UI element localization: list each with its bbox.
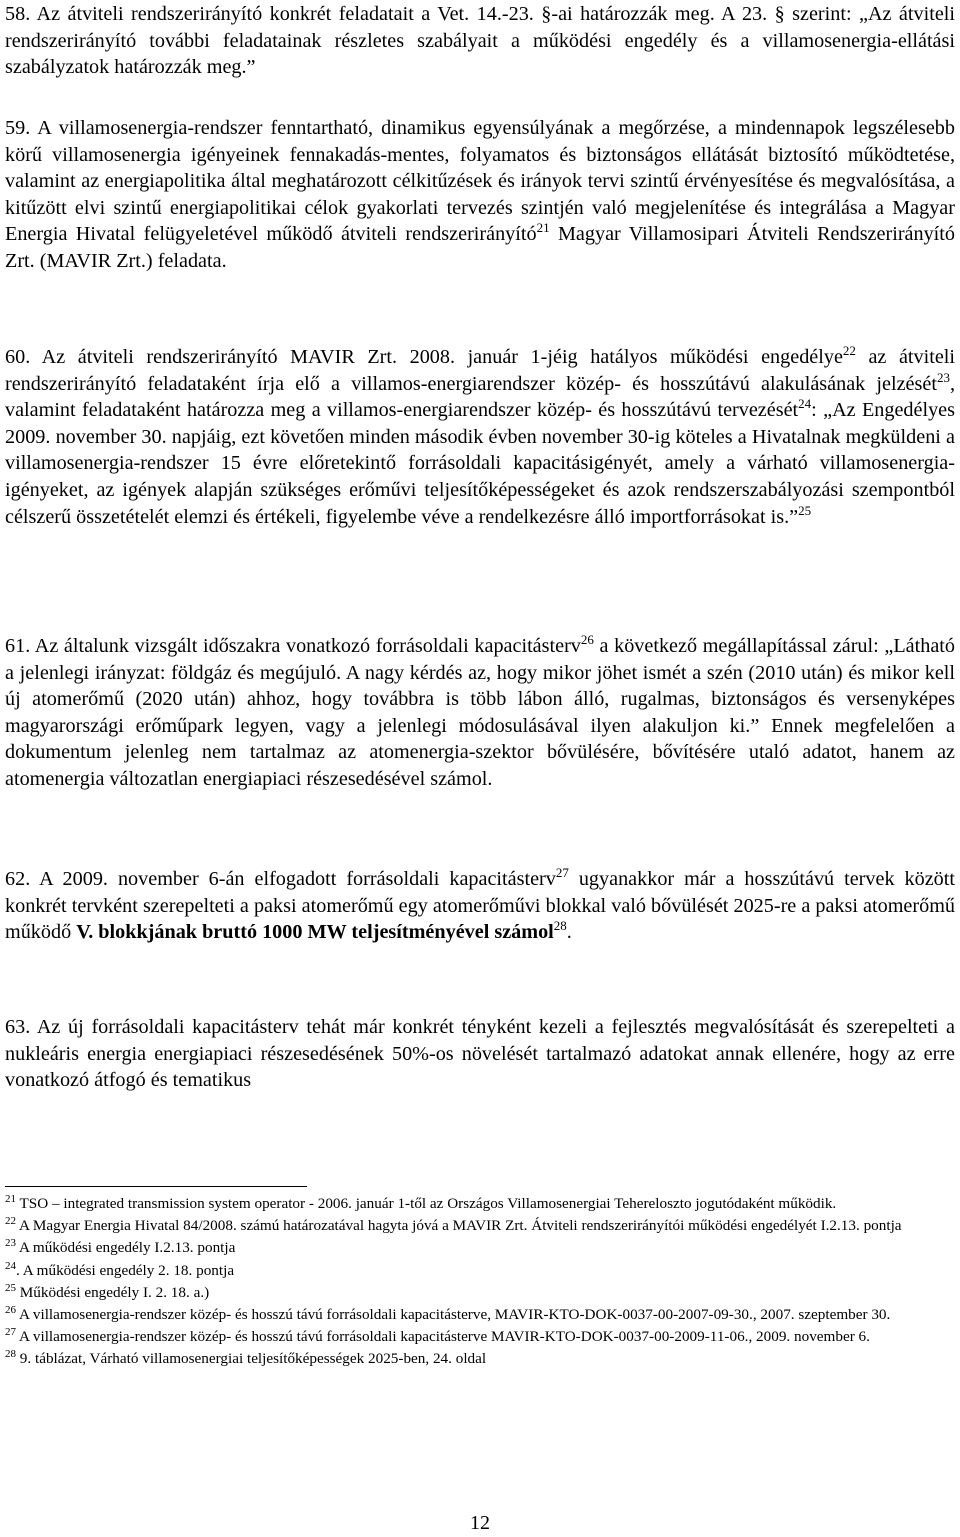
paragraph-text: 61. Az általunk vizsgált időszakra vonatkozó forrásoldali kapacitásterv	[5, 635, 581, 657]
footnote-ref-27[interactable]: 27	[555, 865, 569, 880]
footnote-25	[5, 1282, 955, 1304]
footnote-number: 27	[5, 1326, 16, 1339]
paragraph-text: 60. Az átviteli rendszerirányító MAVIR Zrt. 2008. január 1-jéig hatályos működési engedélye	[5, 346, 843, 368]
paragraph-text: Magyar Villamosipari Átviteli Rendszerirányító Zrt. (MAVIR Zrt.) feladata.	[5, 223, 955, 272]
footnote-21	[5, 1193, 955, 1215]
footnote-23	[5, 1237, 955, 1259]
paragraph-59	[5, 115, 955, 275]
paragraph-60	[5, 344, 955, 530]
footnote-number: 23	[5, 1237, 16, 1250]
footnote-ref-28[interactable]: 28	[553, 918, 567, 934]
footnote-ref-23[interactable]: 23	[936, 369, 950, 385]
footnote-text: . A működési engedély 2. 18. pontja	[16, 1261, 235, 1279]
footnote-number: 24	[5, 1259, 16, 1272]
footnote-24	[5, 1260, 955, 1282]
page-number: 12	[470, 1512, 490, 1534]
footnote-ref-25[interactable]: 25	[798, 502, 812, 518]
footnote-text: 9. táblázat, Várható villamosenergiai teljesítőképességek 2025-ben, 24. oldal	[16, 1350, 487, 1368]
footnote-26	[5, 1304, 955, 1326]
paragraph-text: 59. A villamosenergia-rendszer fenntartható, dinamikus egyensúlyának a megőrzése, a mindennapok legszélesebb körű villamosenergia igényeinek fennakadás-mentes, folyamatos és biztonságos ellátását biztosító működtetése, valamint az energiapolitika által meghatározott célkitűzések és irányok tervi szintű érvényesítése és megvalósítása, a kitűzött elvi szintű energiapolitikai célok gyakorlati tervezés szintjén való megjelenítése és integrálása a Magyar Energia Hivatal felügyeletével működő átviteli rendszerirányító	[5, 117, 955, 246]
footnote-number: 22	[5, 1215, 16, 1228]
paragraph-text: a következő megállapítással zárul: „Látható a jelenlegi irányzat: földgáz és megújuló. A nagy kérdés az, hogy mikor jöhet ismét a szén (2010 után) és mikor kell új atomerőmű (2020 után) ahhoz, hogy továbbra is több lábon álló, rugalmas, biztonságos és versenyképes magyarországi erőműpark legyen, vagy a jelenlegi módosulásával ilyen alakuljon ki.” Ennek megfelelően a dokumentum jelenleg nem tartalmaz az atomenergia-szektor bővülésére, bővítésére utaló adatot, hanem az atomenergia változatlan energiapiaci részesedésével számol.	[5, 635, 955, 790]
paragraph-text: 63. Az új forrásoldali kapacitásterv tehát már konkrét tényként kezeli a fejlesztés megvalósítását és szerepelteti a nukleáris energia energiapiaci részesedésének 50%-os növelését tartalmazó adatokat annak ellenére, hogy az erre vonatkozó átfogó és tematikus	[5, 1016, 955, 1092]
footnote-text: A Magyar Energia Hivatal 84/2008. számú határozatával hagyta jóvá a MAVIR Zrt. Átviteli rendszerirányítói működési engedélyét I.2.13. pontja	[16, 1217, 902, 1235]
paragraph-text: ugyanakkor már a hosszútávú tervek között konkrét tervként szerepelteti a paksi atomerőmű egy atomerőművi blokkal való bővülését 2025-re a paksi atomerőmű működő	[5, 868, 955, 944]
paragraph-text: .	[566, 921, 572, 944]
footnote-ref-24[interactable]: 24	[798, 396, 812, 412]
paragraph-text: 58. Az átviteli rendszerirányító konkrét feladatait a Vet. 14.-23. §-ai határozzák meg. A 23. § szerint: „Az átviteli rendszerirányító további feladatainak részletes szabályait a működési engedély és a villamosenergia-ellátási szabályzatok határozzák meg.”	[5, 3, 955, 79]
footnote-number: 25	[5, 1281, 16, 1294]
document-page	[5, 0, 955, 1537]
footnote-ref-21[interactable]: 21	[536, 220, 550, 236]
bold-emphasis: V. blokkjának bruttó 1000 MW teljesítményével számol	[76, 921, 554, 944]
footnote-28	[5, 1348, 955, 1370]
footnotes	[5, 1193, 955, 1371]
paragraph-text: az átviteli rendszerirányító feladataként írja elő a villamos-energiarendszer közép- és hosszútávú alakulásának jelzését	[5, 346, 956, 395]
footnote-number: 28	[5, 1348, 16, 1361]
footnote-27	[5, 1326, 955, 1348]
footnote-separator	[5, 1186, 307, 1187]
paragraph-text: 62. A 2009. november 6-án elfogadott forrásoldali kapacitásterv	[5, 868, 556, 890]
footnote-text: A villamosenergia-rendszer közép- és hosszú távú forrásoldali kapacitásterve, MAVIR-KTO-DOK-0037-00-2007-09-30., 2007. szeptember 30.	[16, 1306, 891, 1324]
footnote-number: 26	[5, 1304, 16, 1317]
paragraph-text: , valamint feladataként határozza meg a villamos-energiarendszer közép- és hosszútávú tervezését	[5, 372, 955, 422]
footnote-text: Működési engedély I. 2. 18. a.)	[16, 1283, 210, 1301]
footnote-number: 21	[5, 1193, 16, 1205]
paragraph-text: : „Az Engedélyes 2009. november 30. napjáig, ezt követően minden második évben november 30-ig köteles a Hivatalnak megküldeni a villamosenergia-rendszer 15 évre előretekintő forrásoldali kapacitásigényét, amely a várható villamosenergia-igényeket, az igények alapján szükséges erőművi teljesítőképességeket és azok rendszerszabályozási szempontból célszerű összetételét elemzi és értékeli, figyelembe véve a rendelkezésre álló importforrásokat is.”	[5, 399, 955, 528]
footnote-text: TSO – integrated transmission system operator - 2006. január 1-től az Országos Villamosenergiai Tehereloszto jogutódaként működik.	[16, 1195, 837, 1212]
footnote-text: A villamosenergia-rendszer közép- és hosszú távú forrásoldali kapacitásterve MAVIR-KTO-DOK-0037-00-2009-11-06., 2009. november 6.	[16, 1328, 870, 1346]
footnote-ref-22[interactable]: 22	[842, 343, 856, 358]
paragraph-63	[5, 1014, 955, 1094]
paragraph-58	[5, 1, 955, 81]
paragraph-62	[5, 866, 955, 946]
paragraph-61	[5, 633, 955, 793]
footnote-text: A működési engedély I.2.13. pontja	[16, 1239, 236, 1257]
footnote-22	[5, 1215, 955, 1237]
footnote-ref-26[interactable]: 26	[580, 632, 594, 647]
